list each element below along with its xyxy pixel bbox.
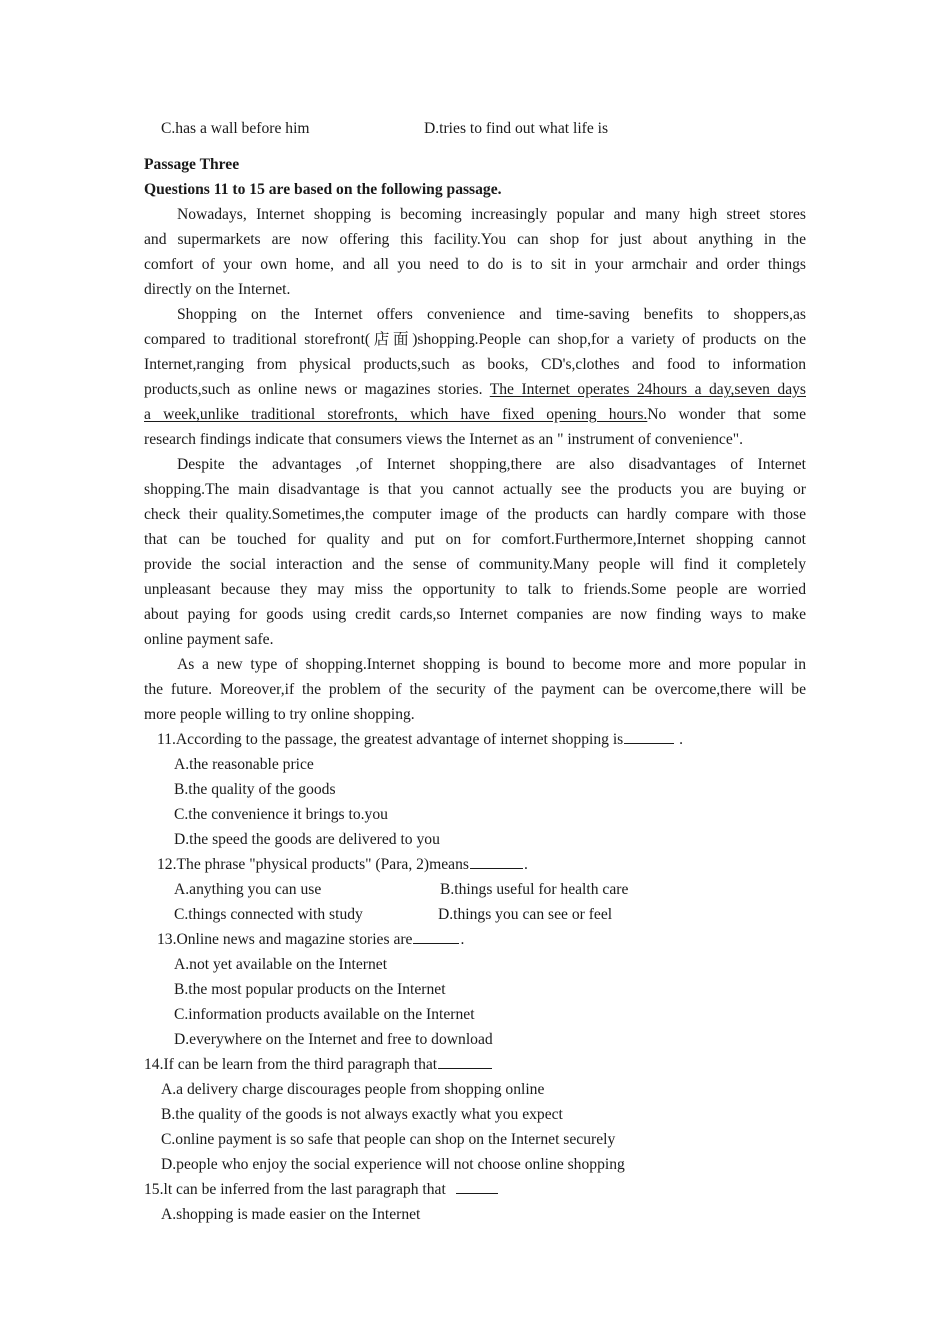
paragraph-line: online payment safe. xyxy=(144,631,274,648)
option-b: B.the quality of the goods is not always exactly what you expect xyxy=(161,1106,563,1123)
paragraph-line xyxy=(144,377,806,402)
option-a: A.a delivery charge discourages people from shopping online xyxy=(161,1081,545,1098)
passage-title: Passage Three xyxy=(144,156,240,173)
paragraph-text: products,such as online news or magazines stories. xyxy=(144,381,490,398)
paragraph-line: comfort of your own home, and all you need to do is to sit in your armchair and order things xyxy=(144,256,806,273)
answer-blank[interactable] xyxy=(413,929,459,944)
question-end: . xyxy=(675,731,684,748)
question-14 xyxy=(144,1052,493,1077)
paragraph-line: directly on the Internet. xyxy=(144,281,291,298)
paragraph-line: about paying for goods using credit cards,so Internet companies are now finding ways to make xyxy=(144,606,806,623)
paragraph-line xyxy=(144,402,806,427)
paragraph-line: Internet,ranging from physical products,such as books, CD's,clothes and food to information xyxy=(144,356,806,373)
question-stem: 13.Online news and magazine stories are xyxy=(157,931,413,948)
question-11 xyxy=(157,727,683,752)
question-stem: 14.If can be learn from the third paragraph that xyxy=(144,1056,438,1073)
paragraph-line: compared to traditional storefront(店面)shopping.People can shop,for a variety of products on the xyxy=(144,331,806,348)
option-c: C.the convenience it brings to.you xyxy=(174,806,388,823)
paragraph-line: research findings indicate that consumers views the Internet as an " instrument of convenience". xyxy=(144,431,744,448)
question-stem: 12.The phrase "physical products" (Para, 2)means xyxy=(157,856,469,873)
answer-blank[interactable] xyxy=(470,854,523,869)
paragraph-line: check their quality.Sometimes,the computer image of the products can hardly compare with those xyxy=(144,506,806,523)
answer-blank[interactable] xyxy=(438,1054,492,1069)
option-a: A.shopping is made easier on the Internet xyxy=(161,1206,421,1223)
option-b: B.the quality of the goods xyxy=(174,781,336,798)
paragraph-text: No wonder that some xyxy=(647,406,806,423)
prev-option-c: C.has a wall before him xyxy=(161,120,310,137)
underlined-sentence: a week,unlike traditional storefronts, which have fixed opening hours. xyxy=(144,406,648,423)
paragraph-line: unpleasant because they may miss the opportunity to talk to friends.Some people are worried xyxy=(144,581,806,598)
paragraph-line: more people willing to try online shopping. xyxy=(144,706,415,723)
option-a: A.the reasonable price xyxy=(174,756,314,773)
paragraph-line: the future. Moreover,if the problem of the security of the payment can be overcome,there will be xyxy=(144,681,806,698)
question-end: . xyxy=(523,856,528,873)
option-d: D.everywhere on the Internet and free to download xyxy=(174,1031,493,1048)
question-stem: 11.According to the passage, the greatest advantage of internet shopping is xyxy=(157,731,624,748)
option-d: D.the speed the goods are delivered to you xyxy=(174,831,440,848)
question-stem: 15.lt can be inferred from the last paragraph that xyxy=(144,1181,446,1198)
paragraph-line: Nowadays, Internet shopping is becoming increasingly popular and many high street stores xyxy=(177,206,806,223)
paragraph-line: Shopping on the Internet offers convenience and time-saving benefits to shoppers,as xyxy=(177,306,806,323)
option-a: A.anything you can use xyxy=(174,881,322,898)
question-12 xyxy=(157,852,528,877)
option-c: C.information products available on the Internet xyxy=(174,1006,475,1023)
answer-blank[interactable] xyxy=(624,729,674,744)
paragraph-line: that can be touched for quality and put on for comfort.Furthermore,Internet shopping cannot xyxy=(144,531,806,548)
paragraph-line: and supermarkets are now offering this facility.You can shop for just about anything in the xyxy=(144,231,806,248)
option-a: A.not yet available on the Internet xyxy=(174,956,388,973)
option-b: B.things useful for health care xyxy=(440,881,629,898)
paragraph-line: shopping.The main disadvantage is that you cannot actually see the products you are buying or xyxy=(144,481,806,498)
option-d: D.things you can see or feel xyxy=(438,906,613,923)
option-d: D.people who enjoy the social experience will not choose online shopping xyxy=(161,1156,625,1173)
underlined-sentence: The Internet operates 24hours a day,seven days xyxy=(489,381,806,398)
question-15 xyxy=(144,1177,499,1202)
paragraph-line: provide the social interaction and the sense of community.Many people will find it completely xyxy=(144,556,806,573)
option-b: B.the most popular products on the Internet xyxy=(174,981,446,998)
option-c: C.things connected with study xyxy=(174,906,363,923)
answer-blank[interactable] xyxy=(456,1179,498,1194)
paragraph-line: As a new type of shopping.Internet shopping is bound to become more and more popular in xyxy=(177,656,806,673)
prev-option-d: D.tries to find out what life is xyxy=(424,120,609,137)
question-13 xyxy=(157,927,464,952)
paragraph-line: Despite the advantages ,of Internet shopping,there are also disadvantages of Internet xyxy=(177,456,806,473)
option-c: C.online payment is so safe that people can shop on the Internet securely xyxy=(161,1131,616,1148)
passage-instruction: Questions 11 to 15 are based on the following passage. xyxy=(144,181,502,198)
question-end: . xyxy=(460,931,465,948)
